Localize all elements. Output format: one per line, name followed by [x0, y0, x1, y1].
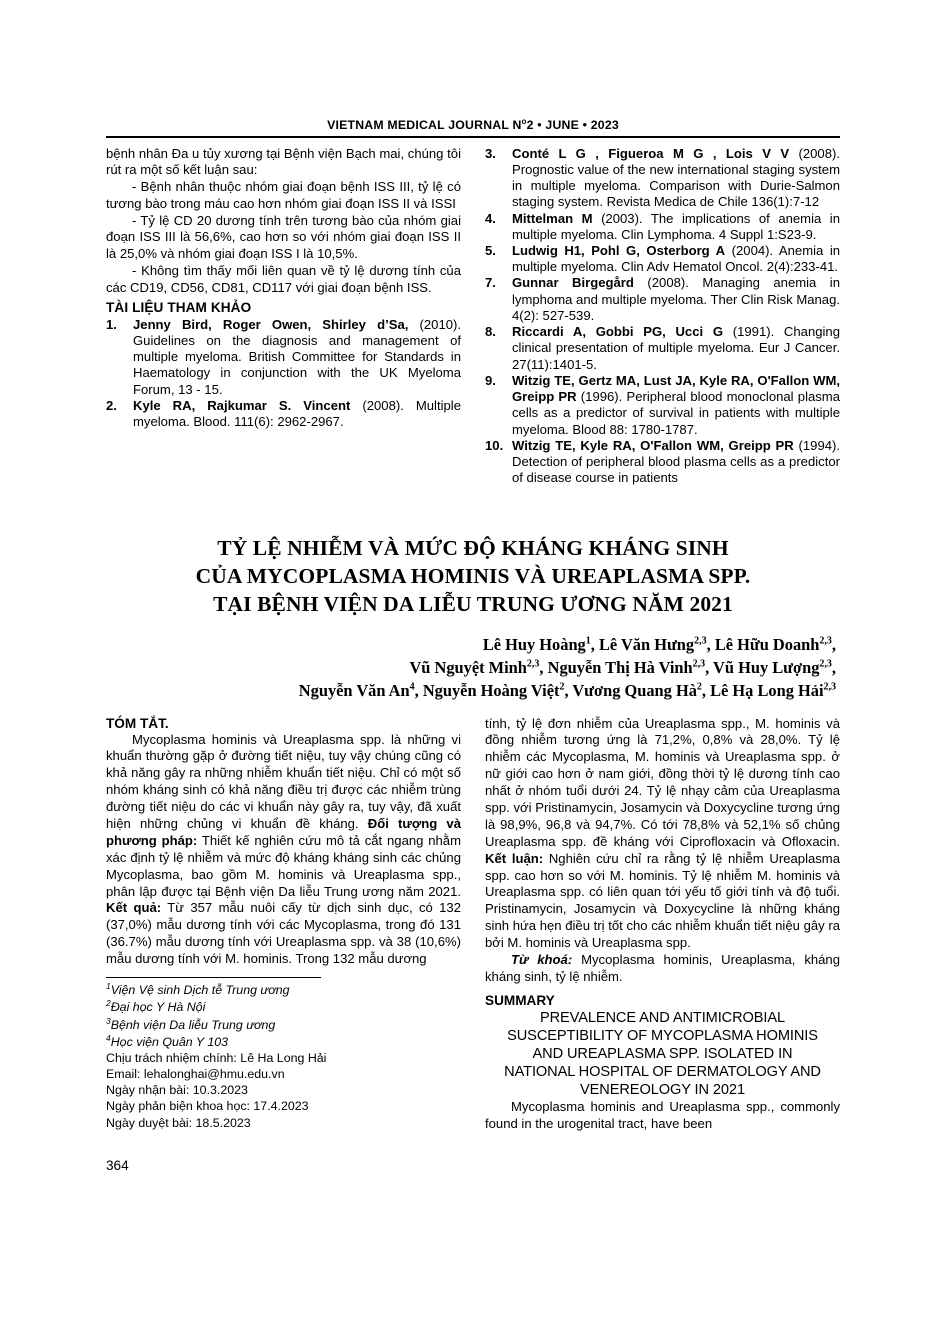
summary-title-line: SUSCEPTIBILITY OF MYCOPLASMA HOMINIS [507, 1027, 818, 1044]
footnote-marker: 2 [106, 998, 111, 1009]
footnote-rule [106, 977, 321, 978]
author-line [106, 633, 840, 656]
reference-number: 3. [485, 145, 496, 161]
running-header-text-after: 2 • JUNE • 2023 [526, 118, 619, 133]
reference-authors: Riccardi A, Gobbi PG, Ucci G [512, 324, 724, 340]
page-number: 364 [106, 1158, 129, 1173]
footnote-marker: 1 [106, 981, 111, 992]
reference-rest: (1994). Detection of peripheral blood plasma cells as a predictor of disease course in patients [512, 437, 841, 486]
summary-body: Mycoplasma hominis and Ureaplasma spp., commonly found in the urogenital tract, have been [485, 1099, 840, 1132]
author-line [106, 656, 840, 679]
title-author-gap [106, 619, 840, 633]
author-affiliation-marker: 2,3 [526, 658, 540, 670]
conclusion-paragraph: bệnh nhân Đa u tủy xương tại Bệnh viện Bạch mai, chúng tôi rút ra một số kết luận sau: [106, 145, 461, 178]
received-date: Ngày nhận bài: 10.3.2023 [106, 1083, 248, 1098]
article-title-line: TẠI BỆNH VIỆN DA LIỄU TRUNG ƯƠNG NĂM 2021 [213, 592, 733, 617]
author-affiliation-marker: 4 [409, 681, 415, 693]
article-title-line: TỶ LỆ NHIỄM VÀ MỨC ĐỘ KHÁNG KHÁNG SINH [217, 535, 729, 560]
reference-number: 5. [485, 243, 496, 259]
running-header-text-before: VIETNAM MEDICAL JOURNAL N [327, 118, 522, 133]
reference-number: 8. [485, 324, 496, 340]
header-rule [106, 136, 840, 138]
footnote-text: Đại học Y Hà Nội [110, 1000, 206, 1015]
abstract-subheading-conclusion: Kết luận: [485, 850, 544, 866]
abstract-subheading-objectives: Đối tượng và phương pháp: [106, 816, 461, 848]
reference-item [485, 373, 840, 438]
previous-article-left-column [106, 146, 461, 431]
abstract-columns [106, 716, 840, 1134]
abstract-text: Nghiên cứu chỉ ra rằng tỷ lệ nhiễm Ureaplasma spp. cao hơn so với M. hominis. Tỷ lệ nhiễm M. hominis và Ureaplasma spp. có liên quan tới yếu tố giới tính và độ tuổi. Pristinamycin, Josamycin và Doxycycline là những kháng sinh hứa hẹn điều trị tốt cho các nhiễm khuẩn tiết niệu gây ra bởi M. hominis và Ureaplasma spp. [485, 850, 840, 951]
footnote-affiliation [106, 998, 461, 1015]
reference-list-right [485, 146, 840, 487]
running-header [106, 118, 840, 136]
author-name: , Lê Hữu Doanh [706, 634, 820, 654]
footnote-text: Viện Vệ sinh Dịch tễ Trung ương [110, 983, 290, 998]
conclusion-paragraph: - Tỷ lệ CD 20 dương tính trên tương bào của nhóm giai đoạn ISS III là 56,6%, cao hơn so với nhóm giai đoạn ISS II là 25,0% và nhóm giai đoạn ISS I là 10,5%. [106, 212, 461, 262]
reference-item [485, 146, 840, 211]
reference-rest: (1996). Peripheral blood monoclonal plasma cells as a predictor of survival in patients with multiple myeloma. Blood 88: 1780-1787. [512, 389, 840, 437]
reference-number: 2. [106, 397, 117, 413]
author-separator: , [831, 657, 836, 677]
abstract-text: tính, tỷ lệ đơn nhiễm của Ureaplasma spp., M. hominis và đồng nhiễm tương ứng là 71,2%, 0,8% và 28,0%. Tỷ lệ nhiễm các Mycoplasma, M. hominis và Ureaplasma spp. ở nữ giới cao hơn ở nam giới, đồng thời tỷ lệ dương tính cao nhất ở nhóm tuổi dưới 24. Tỷ lệ nhạy cảm của Ureaplasma spp. với Pristinamycin, Josamycin và Doxycycline tương ứng là 98,9%, 96,8 và 94,7%. Có tới 78,8% và 52,1% số chủng Ureaplasma spp. đề kháng với Ciprofloxacin và Ofloxacin. [485, 715, 840, 849]
author-name: , Nguyễn Thị Hà Vinh [539, 657, 693, 677]
abstract-left-column [106, 716, 461, 1131]
summary-title-line: PREVALENCE AND ANTIMICROBIAL [539, 1009, 786, 1026]
footnote-text: Bệnh viện Da liễu Trung ương [110, 1017, 276, 1032]
reference-rest: (2010). Guidelines on the diagnosis and management of multiple myeloma. British Committee for Standards in Haematology in conjunction with the UK Myeloma Forum, 13 - 15. [133, 316, 462, 397]
abstract-heading [106, 716, 461, 731]
keywords-paragraph [485, 952, 840, 986]
running-header-superscript: o [521, 117, 527, 126]
author-affiliation-marker: 2 [696, 681, 702, 693]
footnote-text: Học viện Quân Y 103 [110, 1034, 229, 1049]
reference-authors: Mittelman M [512, 210, 593, 226]
reference-rest: (2008). Prognostic value of the new international staging system in multiple myeloma. Comparison with Durie-Salmon staging system. Revista Medica de Chile 136(1):7-12 [512, 145, 840, 210]
accepted-date: Ngày duyệt bài: 18.5.2023 [106, 1115, 251, 1130]
reference-item [485, 211, 840, 243]
abstract-text: Từ 357 mẫu nuôi cấy từ dịch sinh dục, có 132 (37,0%) mẫu dương tính với các Mycoplasma, trong đó 131 (36.7%) mẫu dương tính với Ureaplasma spp. và 38 (10,6%) mẫu dương tính với M. hominis. Trong 132 mẫu dương [106, 900, 461, 967]
previous-article-right-column [485, 146, 840, 487]
footnote-affiliation [106, 1016, 461, 1033]
reference-authors: Witzig TE, Kyle RA, O'Fallon WM, Greipp PR [512, 437, 794, 453]
reference-item [106, 398, 461, 430]
abstract-right-column [485, 716, 840, 1134]
author-name: , Vũ Huy Lượng [705, 657, 820, 677]
reference-number: 1. [106, 316, 117, 332]
reference-item [485, 438, 840, 487]
summary-title-line: NATIONAL HOSPITAL OF DERMATOLOGY AND [504, 1064, 821, 1081]
author-name: , Vương Quang Hà [564, 681, 697, 701]
footnote-affiliation [106, 981, 461, 998]
reference-authors: Witzig TE, Gertz MA, Lust JA, Kyle RA, O'Fallon WM, Greipp PR [512, 372, 840, 405]
abstract-heading-suffix: . [164, 715, 169, 731]
author-affiliation-marker: 2,3 [819, 658, 832, 670]
summary-heading: SUMMARY [485, 992, 555, 1008]
abstract-text: Mycoplasma hominis và Ureaplasma spp. là những vi khuẩn thường gặp ở đường tiết niệu, tuy vậy chúng cũng có khả năng gây ra những nhiễm khuẩn tiết niệu. Chỉ có một số nhóm kháng sinh có khả năng điều trị được các nhiễm trùng đường tiết niệu do các vi khuẩn này gây ra, tuy vậy, đã xuất hiện những chủng vi khuẩn đề kháng. [106, 731, 461, 831]
abstract-paragraph-part1 [106, 732, 461, 968]
author-name: , Lê Văn Hưng [590, 634, 695, 654]
author-name: Vũ Nguyệt Minh [409, 657, 527, 677]
keywords-label: Từ khoá: [511, 952, 573, 968]
author-affiliation-marker: 2,3 [819, 635, 832, 647]
reference-number: 9. [485, 372, 496, 388]
reference-rest: (1991). Changing clinical presentation of multiple myeloma. Eur J Cancer. 27(11):1401-5. [512, 324, 840, 372]
conclusion-paragraph: - Không tìm thấy mối liên quan về tỷ lệ dương tính của các CD19, CD56, CD81, CD117 với giai đoạn bệnh ISS. [106, 262, 461, 295]
previous-article-columns [106, 146, 840, 487]
reference-number: 10. [485, 437, 504, 453]
footnote-marker: 4 [106, 1032, 111, 1043]
summary-title [485, 1009, 840, 1099]
reference-number: 7. [485, 275, 496, 291]
abstract-paragraph-part2 [485, 716, 840, 952]
reference-item [106, 317, 461, 398]
author-affiliation-marker: 2,3 [823, 681, 836, 693]
reference-authors: Jenny Bird, Roger Owen, Shirley d’Sa, [133, 316, 409, 332]
author-name: Lê Huy Hoàng [482, 634, 586, 654]
summary-title-line: VENEREOLOGY IN 2021 [580, 1082, 745, 1099]
reference-authors: Ludwig H1, Pohl G, Osterborg A [512, 243, 726, 259]
reference-authors: Gunnar Birgegård [512, 275, 634, 291]
reference-number: 4. [485, 210, 496, 226]
author-line [106, 679, 840, 702]
article-title [106, 534, 840, 619]
author-affiliation-marker: 2,3 [694, 635, 707, 647]
summary-title-line: AND UREAPLASMA SPP. ISOLATED IN [532, 1045, 793, 1062]
corresponding-author: Chịu trách nhiệm chính: Lê Ha Long Hải [106, 1051, 327, 1066]
reference-rest: (2003). The implications of anemia in multiple myeloma. Clin Lymphoma. 4 Suppl 1:S23-9. [512, 210, 840, 242]
references-heading: TÀI LIỆU THAM KHẢO [106, 300, 252, 316]
reference-item [485, 243, 840, 275]
author-affiliation-marker: 1 [585, 635, 591, 647]
keywords-text: Mycoplasma hominis, Ureaplasma, kháng kháng sinh, tỷ lệ nhiễm. [485, 952, 840, 984]
author-block [106, 633, 840, 703]
author-separator: , [831, 634, 836, 654]
author-abstract-gap [106, 703, 840, 716]
corresponding-email[interactable]: Email: lehalonghai@hmu.edu.vn [106, 1067, 285, 1082]
reference-authors: Conté L G , Figueroa M G , Lois V V [512, 145, 790, 161]
page-content [106, 118, 840, 1133]
abstract-heading-text: TÓM TẮT [106, 715, 165, 731]
reference-rest: (2008). Multiple myeloma. Blood. 111(6): 2962-2967. [133, 397, 461, 430]
reference-rest: (2004). Anemia in multiple myeloma. Clin Adv Hematol Oncol. 2(4):233-41. [512, 243, 841, 275]
author-name: Nguyễn Văn An [298, 681, 410, 701]
reference-item [485, 275, 840, 324]
author-name: , Lê Hạ Long Hải [701, 681, 824, 701]
abstract-text: Thiết kế nghiên cứu mô tả cắt ngang nhằm xác định tỷ lệ nhiễm và mức độ kháng kháng sinh các chủng Mycoplasma, bao gồm M. hominis và Ureaplasma spp., phân lập được tại Bệnh viện Da liễu Trung ương năm 2021. [106, 832, 461, 899]
reference-authors: Kyle RA, Rajkumar S. Vincent [133, 397, 351, 413]
reference-item [485, 324, 840, 373]
author-affiliation-marker: 2 [559, 681, 565, 693]
article-title-line: CỦA MYCOPLASMA HOMINIS VÀ UREAPLASMA SPP. [195, 563, 751, 588]
author-affiliation-marker: 2,3 [692, 658, 706, 670]
reference-list-left [106, 317, 461, 431]
review-date: Ngày phản biện khoa học: 17.4.2023 [106, 1099, 309, 1114]
footnote-marker: 3 [106, 1015, 111, 1026]
author-name: , Nguyễn Hoàng Việt [414, 681, 560, 701]
abstract-subheading-results: Kết quả: [106, 900, 162, 916]
reference-rest: (2008). Managing anemia in lymphoma and multiple myeloma. Ther Clin Risk Manag. 4(2): 527-539. [512, 275, 841, 323]
article-gap [106, 487, 840, 534]
conclusion-paragraph: - Bệnh nhân thuộc nhóm giai đoạn bệnh ISS III, tỷ lệ có tương bào trong máu cao hơn nhóm giai đoạn ISS II và ISSI [106, 179, 461, 211]
footnote-affiliation [106, 1033, 461, 1050]
